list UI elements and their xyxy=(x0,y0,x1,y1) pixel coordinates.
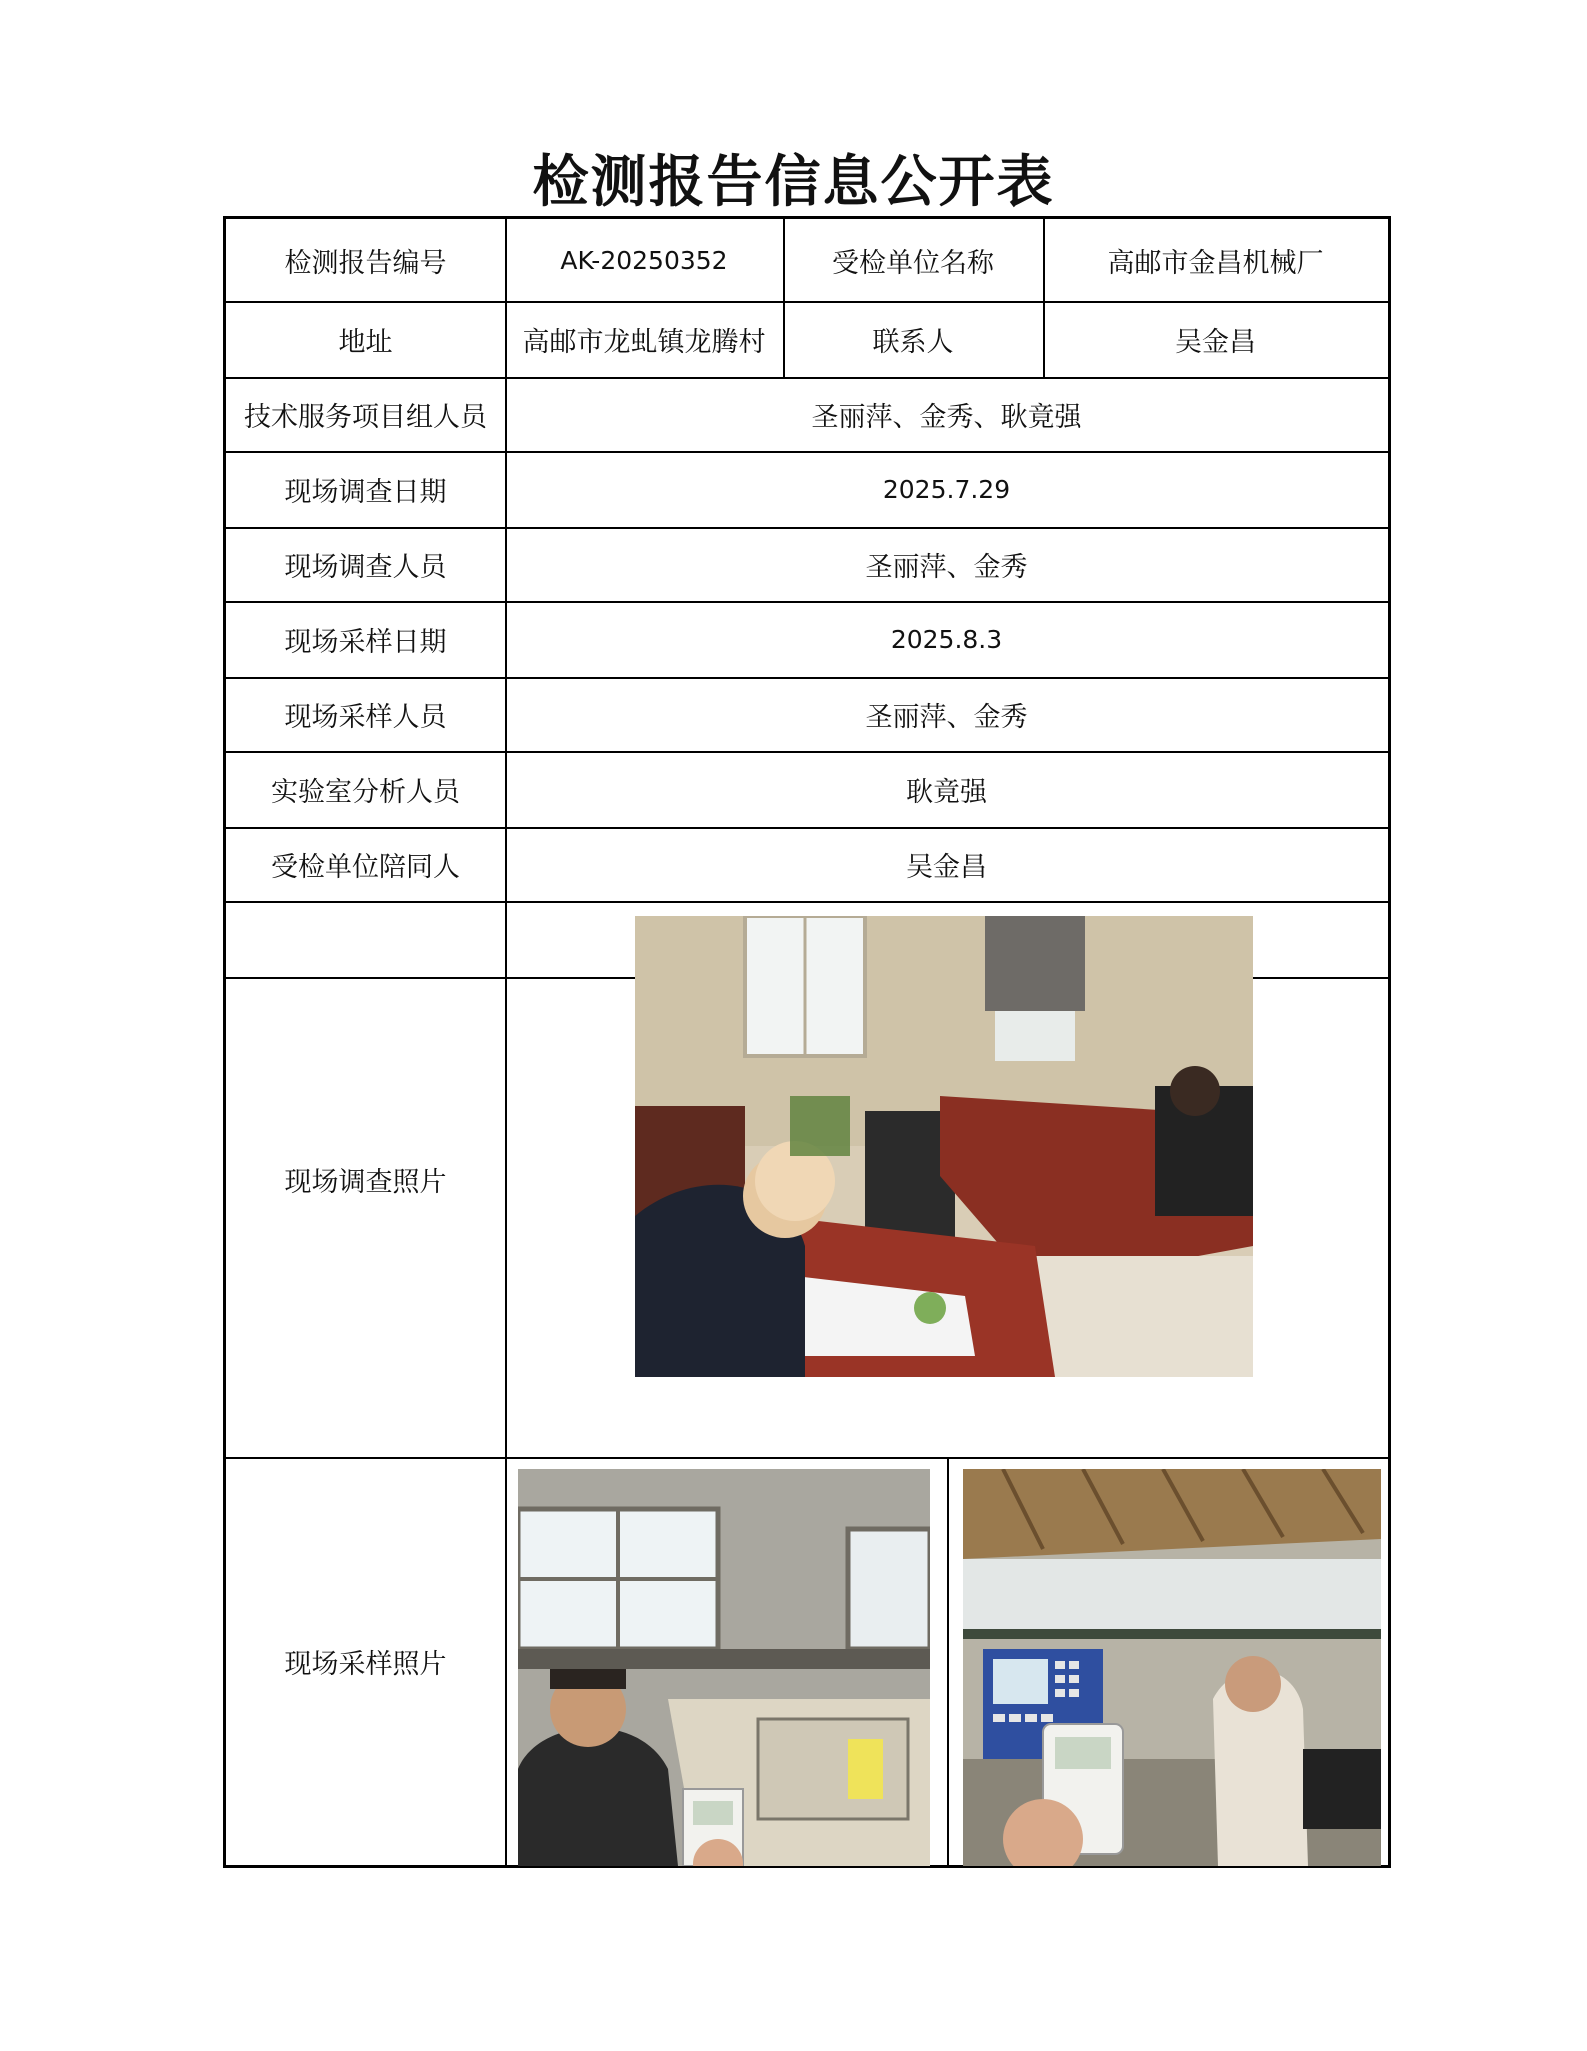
team-label: 技术服务项目组人员 xyxy=(244,401,487,433)
sampling-photo-label: 现场采样照片 xyxy=(284,1649,447,1680)
report-no-value: AK-20250352 xyxy=(560,245,728,275)
page-title: 检测报告信息公开表 xyxy=(532,149,1055,215)
escort-label: 受检单位陪同人 xyxy=(271,851,460,883)
sampling-photo-left xyxy=(518,1469,930,1866)
unit-name-label: 受检单位名称 xyxy=(832,247,994,279)
sampling-date-value: 2025.8.3 xyxy=(890,624,1003,654)
sampling-date-label: 现场采样日期 xyxy=(284,626,447,658)
sampling-photo-right xyxy=(963,1469,1381,1866)
lab-staff-label: 实验室分析人员 xyxy=(271,776,460,808)
survey-staff-label: 现场调查人员 xyxy=(284,551,447,583)
escort-value: 吴金昌 xyxy=(906,851,987,883)
survey-staff-value: 圣丽萍、金秀 xyxy=(865,551,1028,583)
survey-photo-label: 现场调查照片 xyxy=(284,1166,447,1198)
survey-date-label: 现场调查日期 xyxy=(284,476,447,508)
address-value: 高邮市龙虬镇龙腾村 xyxy=(522,326,766,358)
contact-label: 联系人 xyxy=(872,326,954,358)
col-divider xyxy=(947,1457,949,1866)
office-scene-image xyxy=(635,916,1253,1377)
survey-date-value: 2025.7.29 xyxy=(882,474,1011,504)
unit-name-value: 高邮市金昌机械厂 xyxy=(1107,247,1324,279)
report-no-label: 检测报告编号 xyxy=(284,247,447,279)
sampling-staff-label: 现场采样人员 xyxy=(284,701,447,733)
workshop-scene-image-1 xyxy=(518,1469,930,1866)
contact-value: 吴金昌 xyxy=(1175,326,1256,358)
sampling-staff-value: 圣丽萍、金秀 xyxy=(865,701,1028,733)
survey-photo xyxy=(635,916,1253,1377)
team-value: 圣丽萍、金秀、耿竟强 xyxy=(811,401,1082,433)
workshop-scene-image-2 xyxy=(963,1469,1381,1866)
lab-staff-value: 耿竟强 xyxy=(906,776,987,808)
address-label: 地址 xyxy=(338,326,393,358)
info-table xyxy=(223,216,1391,1868)
